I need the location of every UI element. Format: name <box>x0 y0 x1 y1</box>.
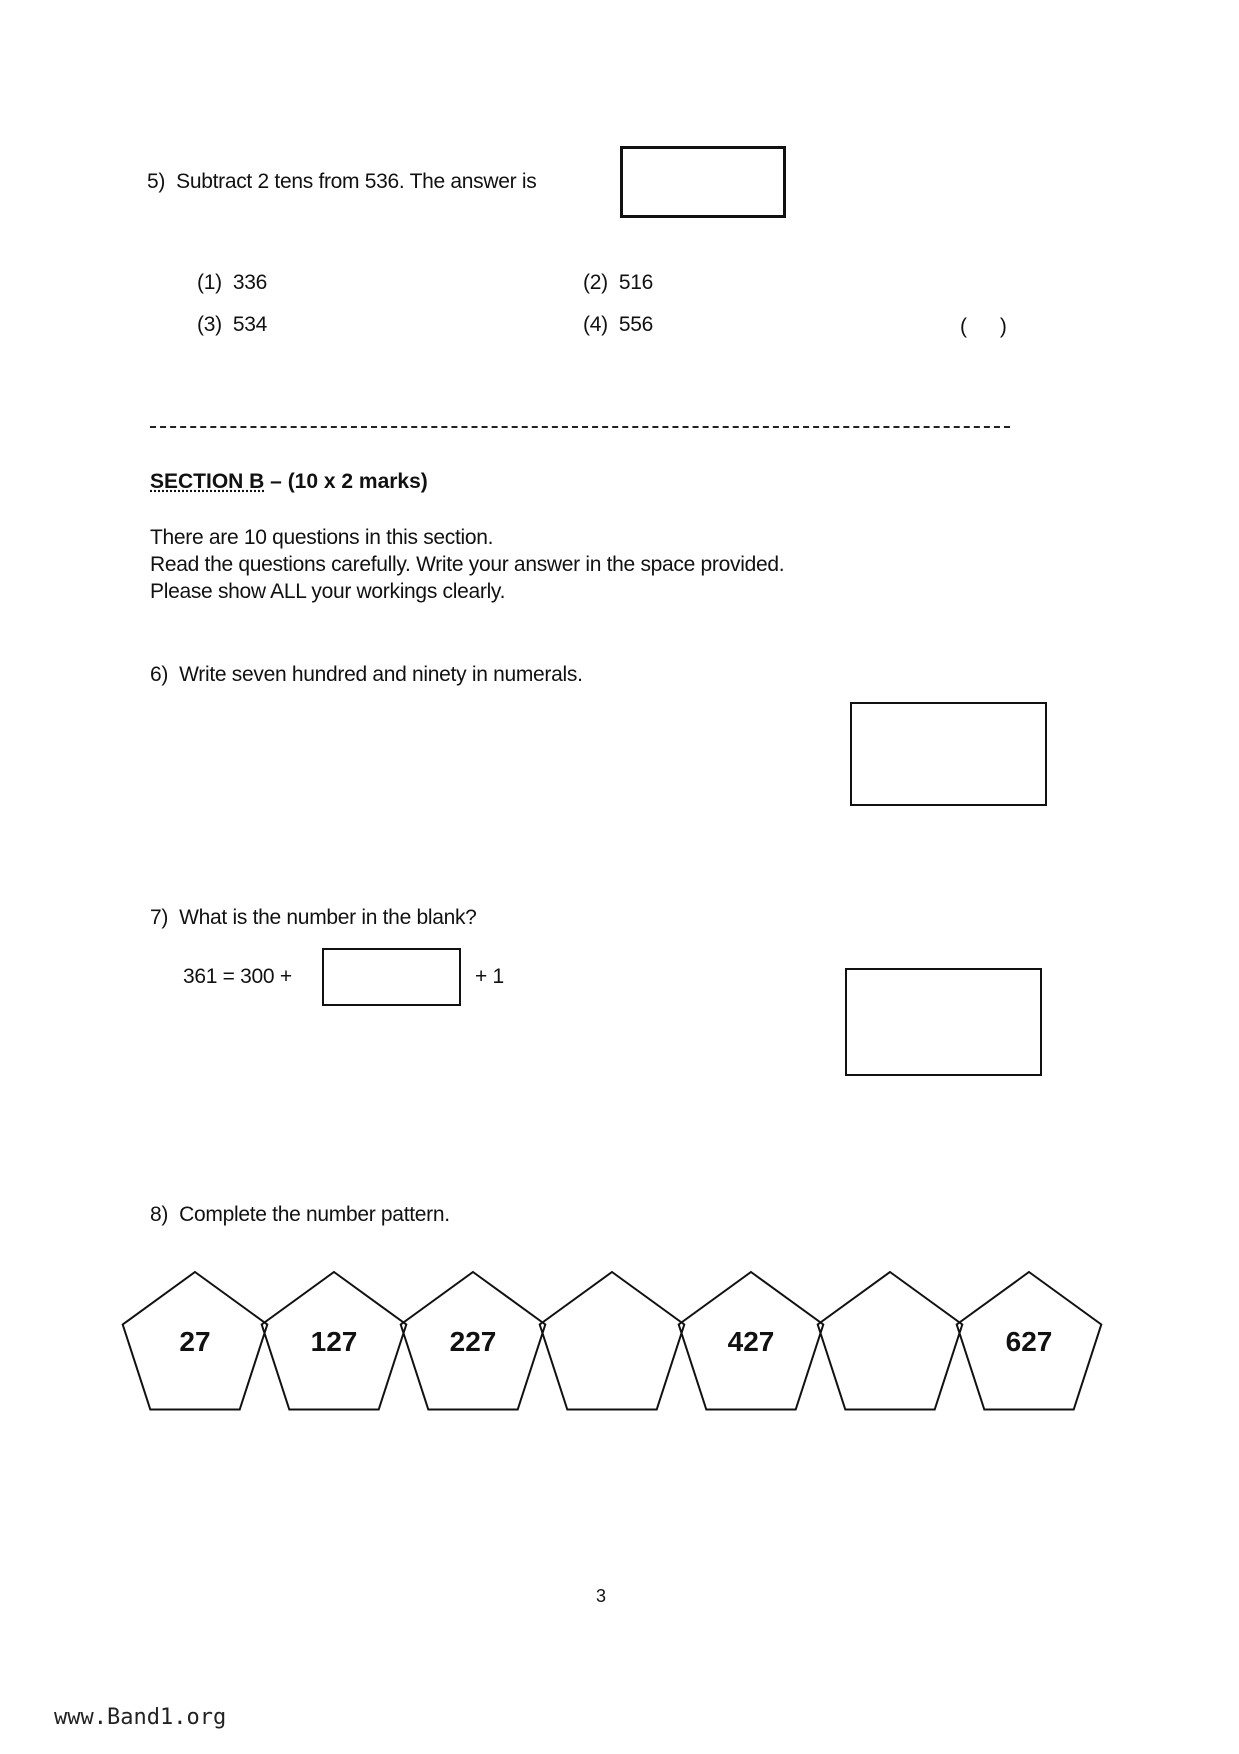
section-b-instruction-1: There are 10 questions in this section. <box>150 526 494 549</box>
pattern-pentagon[interactable] <box>540 1272 685 1410</box>
q7-equation-left: 361 = 300 + <box>183 965 292 988</box>
q7-text: What is the number in the blank? <box>179 906 477 929</box>
option-label: (4) <box>583 313 608 336</box>
option-value: 534 <box>232 313 267 336</box>
option-value: 516 <box>618 271 653 294</box>
pattern-value: 227 <box>449 1326 497 1357</box>
q5-number: 5) <box>147 170 166 193</box>
q5-answer-bracket[interactable]: ( ) <box>960 315 1007 338</box>
q8-text: Complete the number pattern. <box>179 1203 450 1226</box>
section-b-instruction-2: Read the questions carefully. Write your answer in the space provided. <box>150 553 785 576</box>
pattern-pentagon[interactable] <box>818 1272 963 1410</box>
pattern-value: 27 <box>179 1326 211 1357</box>
option-value: 556 <box>618 313 653 336</box>
option-label: (2) <box>583 271 608 294</box>
option-label: (3) <box>197 313 222 336</box>
section-b-instruction-3: Please show ALL your workings clearly. <box>150 580 506 603</box>
q7-equation-right: + 1 <box>475 965 504 988</box>
page-number: 3 <box>596 1586 606 1606</box>
section-b-title-underlined: SECTION B <box>150 470 265 493</box>
q6-text: Write seven hundred and ninety in numerals. <box>179 663 583 686</box>
q7-number: 7) <box>150 906 169 929</box>
pattern-value: 627 <box>1005 1326 1053 1357</box>
pattern-value: 127 <box>310 1326 358 1357</box>
q8-number: 8) <box>150 1203 169 1226</box>
q5-text: Subtract 2 tens from 536. The answer is <box>176 170 537 193</box>
pattern-value: 427 <box>727 1326 775 1357</box>
section-b-title-marks: – (10 x 2 marks) <box>264 470 428 493</box>
option-label: (1) <box>197 271 222 294</box>
q6-number: 6) <box>150 663 169 686</box>
option-value: 336 <box>232 271 267 294</box>
footer-url[interactable]: www.Band1.org <box>54 1705 227 1730</box>
